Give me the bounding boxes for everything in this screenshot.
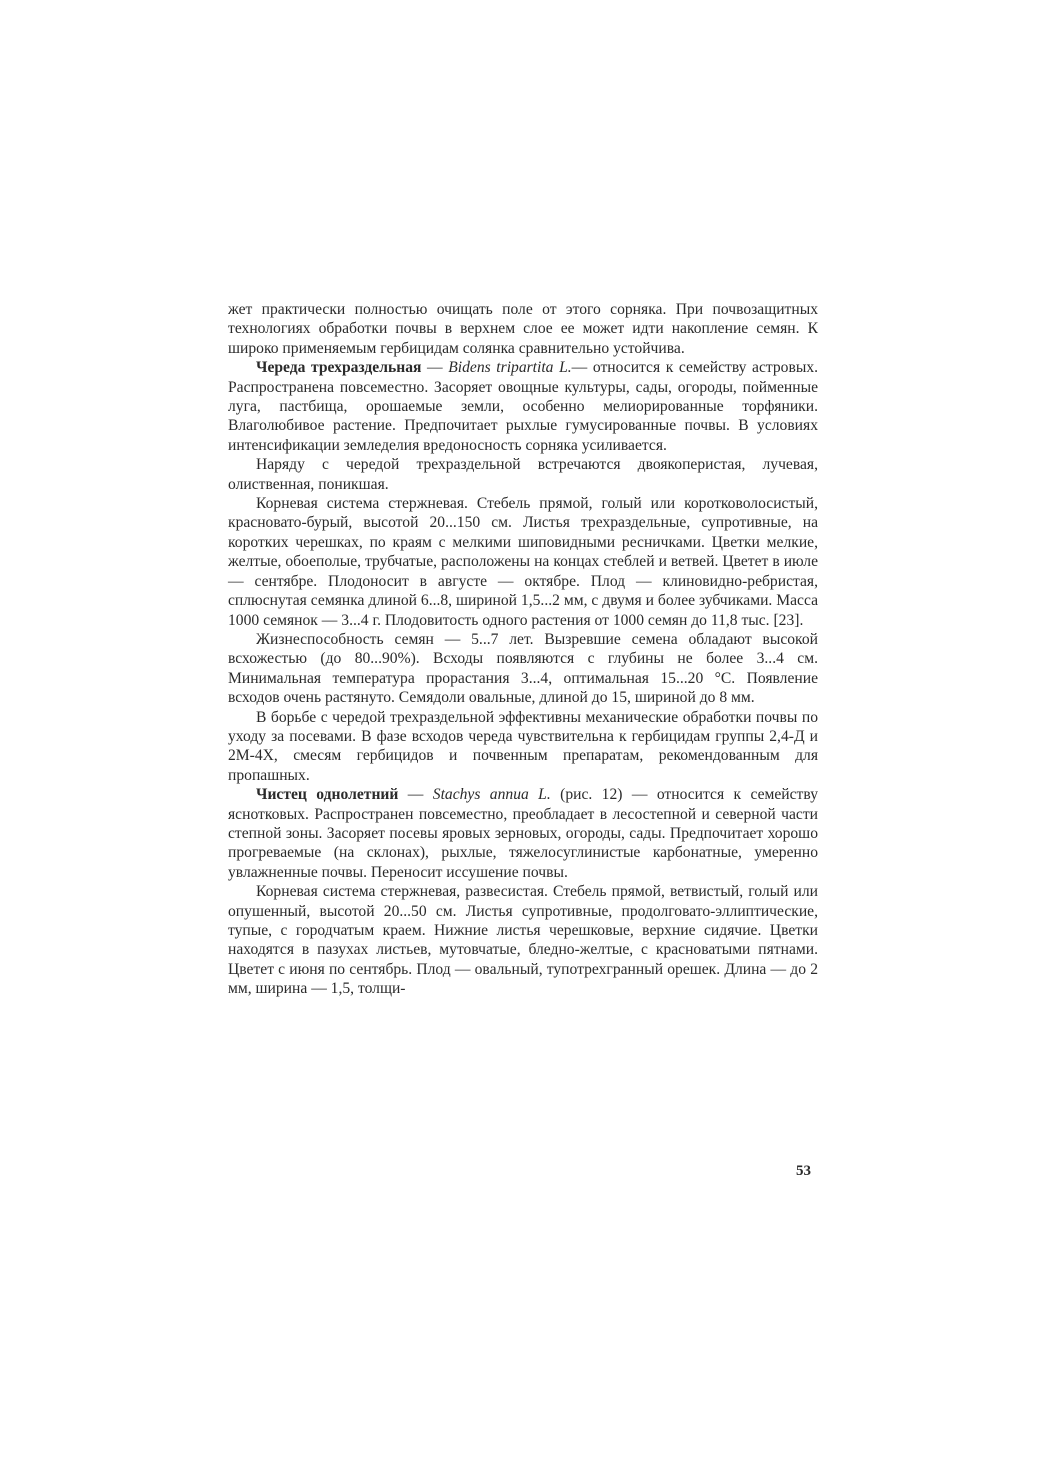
latin-name-stachys: Stachys annua L. (432, 786, 551, 804)
dash: — (398, 786, 433, 804)
paragraph-2-text: — относится к семейству астровых. Распространена повсеместно. Засоряет овощные культуры, сады, огороды, пойменные луга, пастбища, орошаемые земли, особенно мелиорированные торфяники. Влаголюбивое растение. Предпочитает рыхлые гумусированные почвы. В условиях интенсификации земледелия вредоносность сорняка усиливается. (228, 359, 819, 454)
dash: — (421, 359, 449, 377)
paragraph-4: Корневая система стержневая. Стебель прямой, голый или коротковолосистый, красновато-бурый, высотой 20...150 см. Листья трехраздельные, супротивные, на коротких черешках, по краям с мелкими шиповидными ресничками. Цветки мелкие, желтые, обоеполые, трубчатые, расположены на концах стеблей и ветвей. Цветет в июле — сентябре. Плодоносит в августе — октябре. Плод — клиновидно-ребристая, сплюснутая семянка длиной 6...8, шириной 1,5...2 мм, с двумя и более зубчиками. Масса 1000 семянок — 3...4 г. Плодовитость одного растения от 1000 семян до 11,8 тыс. [23]. (228, 495, 818, 629)
paragraph-7-text: (рис. 12) — относится к семейству яснотковых. Распространен повсеместно, преобладает в лесостепной и северной части степной зоны. Засоряет посевы яровых зерновых, огороды, сады. Предпочитает хорошо прогреваемые (на склонах), рыхлые, тяжелосуглинистые карбонатные, умеренно увлажненные почвы. Переносит иссушение почвы. (228, 786, 818, 881)
page-number: 53 (796, 1163, 811, 1179)
term-stachys: Чистец однолетний (256, 786, 399, 804)
term-bidens: Череда трехраздельная (256, 359, 422, 377)
paragraph-6: В борьбе с чередой трехраздельной эффективны механические обработки почвы по уходу за посевами. В фазе всходов череда чувствительна к гербицидам группы 2,4-Д и 2М-4Х, смесям гербицидов и почвенным препаратам, рекомендованным для пропашных. (228, 708, 818, 784)
paragraph-8: Корневая система стержневая, развесистая. Стебель прямой, ветвистый, голый или опушенный, высотой 20...50 см. Листья супротивные, продолговато-эллиптические, тупые, с городчатым краем. Нижние листья черешковые, верхние сидячие. Цветки находятся в пазухах листьев, мутовчатые, бледно-желтые, с красноватыми пятнами. Цветет с июня по сентябрь. Плод — овальный, тупотрехгранный орешек. Длина — до 2 мм, ширина — 1,5, толщи- (228, 883, 818, 998)
paragraph-3: Наряду с чередой трехраздельной встречаются двоякоперистая, лучевая, олиственная, поникшая. (228, 456, 818, 493)
paragraph-1: жет практически полностью очищать поле от этого сорняка. При почвозащитных технологиях обработки почвы в верхнем слое ее может идти накопление семян. К широко применяемым гербицидам солянка сравнительно устойчива. (228, 301, 818, 357)
paragraph-5: Жизнеспособность семян — 5...7 лет. Вызревшие семена обладают высокой всхожестью (до 80...90%). Всходы появляются с глубины не более 3...4 см. Минимальная температура прорастания 3...4, оптимальная 15...20 °С. Появление всходов очень растянуто. Семядоли овальные, длиной до 15, шириной до 8 мм. (228, 630, 818, 707)
latin-name-bidens: Bidens tripartita L. (448, 359, 572, 377)
paragraph-2 (228, 358, 818, 455)
paragraph-7 (228, 785, 818, 882)
page-body (228, 300, 818, 999)
